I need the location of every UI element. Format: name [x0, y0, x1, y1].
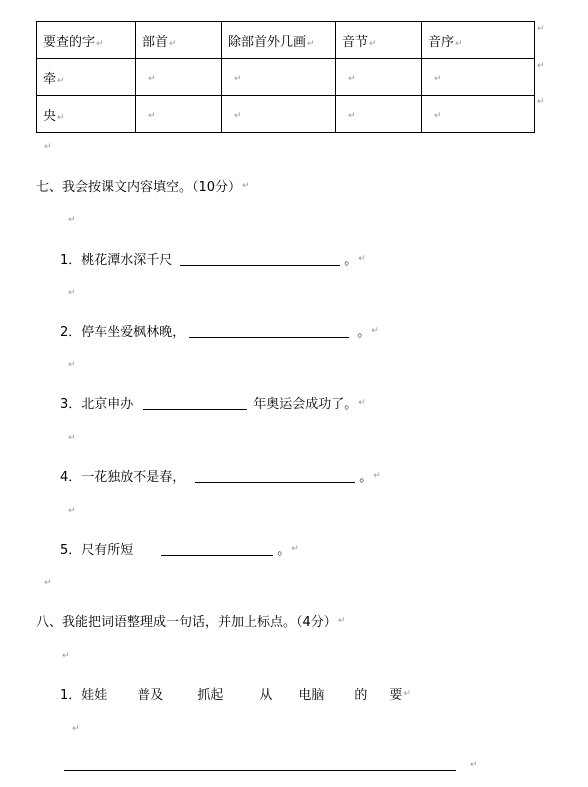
row-end-mark: ↵ [537, 61, 545, 71]
table-cell[interactable]: ↵ [422, 59, 535, 96]
table-cell[interactable]: ↵ [136, 96, 222, 133]
paragraph-mark: ↵ [68, 506, 76, 516]
character-lookup-table [36, 21, 535, 133]
table-cell[interactable]: ↵ [422, 96, 535, 133]
table-cell[interactable]: ↵ [222, 59, 336, 96]
answer-blank[interactable] [195, 468, 355, 483]
table-header-row [37, 22, 535, 59]
paragraph-mark: ↵ [44, 142, 52, 152]
fill-item-4: 4．一花独放不是春， 。 ↵ [60, 470, 381, 485]
fill-item-2: 2．停车坐爱枫林晚， 。 ↵ [60, 325, 379, 340]
header-cell[interactable]: 除部首外几画↵ [222, 22, 336, 59]
sentence-item-1: 1． 娃娃 普及 抓起 从 电脑 的 要 ↵ [60, 684, 411, 703]
word-chip: 普及 [137, 688, 164, 703]
header-cell[interactable]: 音序↵ [422, 22, 535, 59]
table-cell-character[interactable]: 央↵ [37, 96, 136, 133]
header-cell[interactable]: 音节↵ [336, 22, 422, 59]
fill-item-5: 5．尺有所短 。 ↵ [60, 543, 299, 558]
table-cell[interactable]: ↵ [222, 96, 336, 133]
header-cell[interactable]: 要查的字↵ [37, 22, 136, 59]
paragraph-mark: ↵ [44, 578, 52, 588]
paragraph-mark: ↵ [72, 724, 80, 734]
section-7-title: 七、我会按课文内容填空。（10分） ↵ [36, 180, 250, 195]
paragraph-mark: ↵ [470, 760, 478, 770]
paragraph-mark: ↵ [62, 651, 70, 661]
row-end-mark: ↵ [537, 24, 545, 34]
fill-item-1: 1．桃花潭水深千尺 。 ↵ [60, 253, 366, 268]
word-chip: 的 [354, 688, 368, 703]
table-cell[interactable]: ↵ [336, 96, 422, 133]
word-chip: 要 [389, 688, 403, 703]
word-chip: 电脑 [298, 688, 325, 703]
paragraph-mark: ↵ [68, 288, 76, 298]
answer-blank[interactable] [161, 541, 273, 556]
paragraph-mark: ↵ [68, 433, 76, 443]
section-8-title: 八、我能把词语整理成一句话，并加上标点。（4分） ↵ [36, 615, 346, 630]
table-cell-character[interactable]: 牵↵ [37, 59, 136, 96]
answer-blank[interactable] [180, 251, 340, 266]
paragraph-mark: ↵ [68, 360, 76, 370]
word-chip: 抓起 [197, 688, 224, 703]
fill-item-3: 3．北京申办 年奥运会成功了。 ↵ [60, 397, 366, 412]
table-cell[interactable]: ↵ [336, 59, 422, 96]
answer-blank[interactable] [143, 395, 247, 410]
sentence-answer-line[interactable] [64, 770, 456, 771]
table-row [37, 59, 535, 96]
answer-blank[interactable] [189, 323, 349, 338]
table-cell[interactable]: ↵ [136, 59, 222, 96]
header-cell[interactable]: 部首↵ [136, 22, 222, 59]
table-row [37, 96, 535, 133]
paragraph-mark: ↵ [68, 215, 76, 225]
word-chip: 从 [259, 688, 273, 703]
row-end-mark: ↵ [537, 97, 545, 107]
word-chip: 娃娃 [81, 688, 108, 703]
